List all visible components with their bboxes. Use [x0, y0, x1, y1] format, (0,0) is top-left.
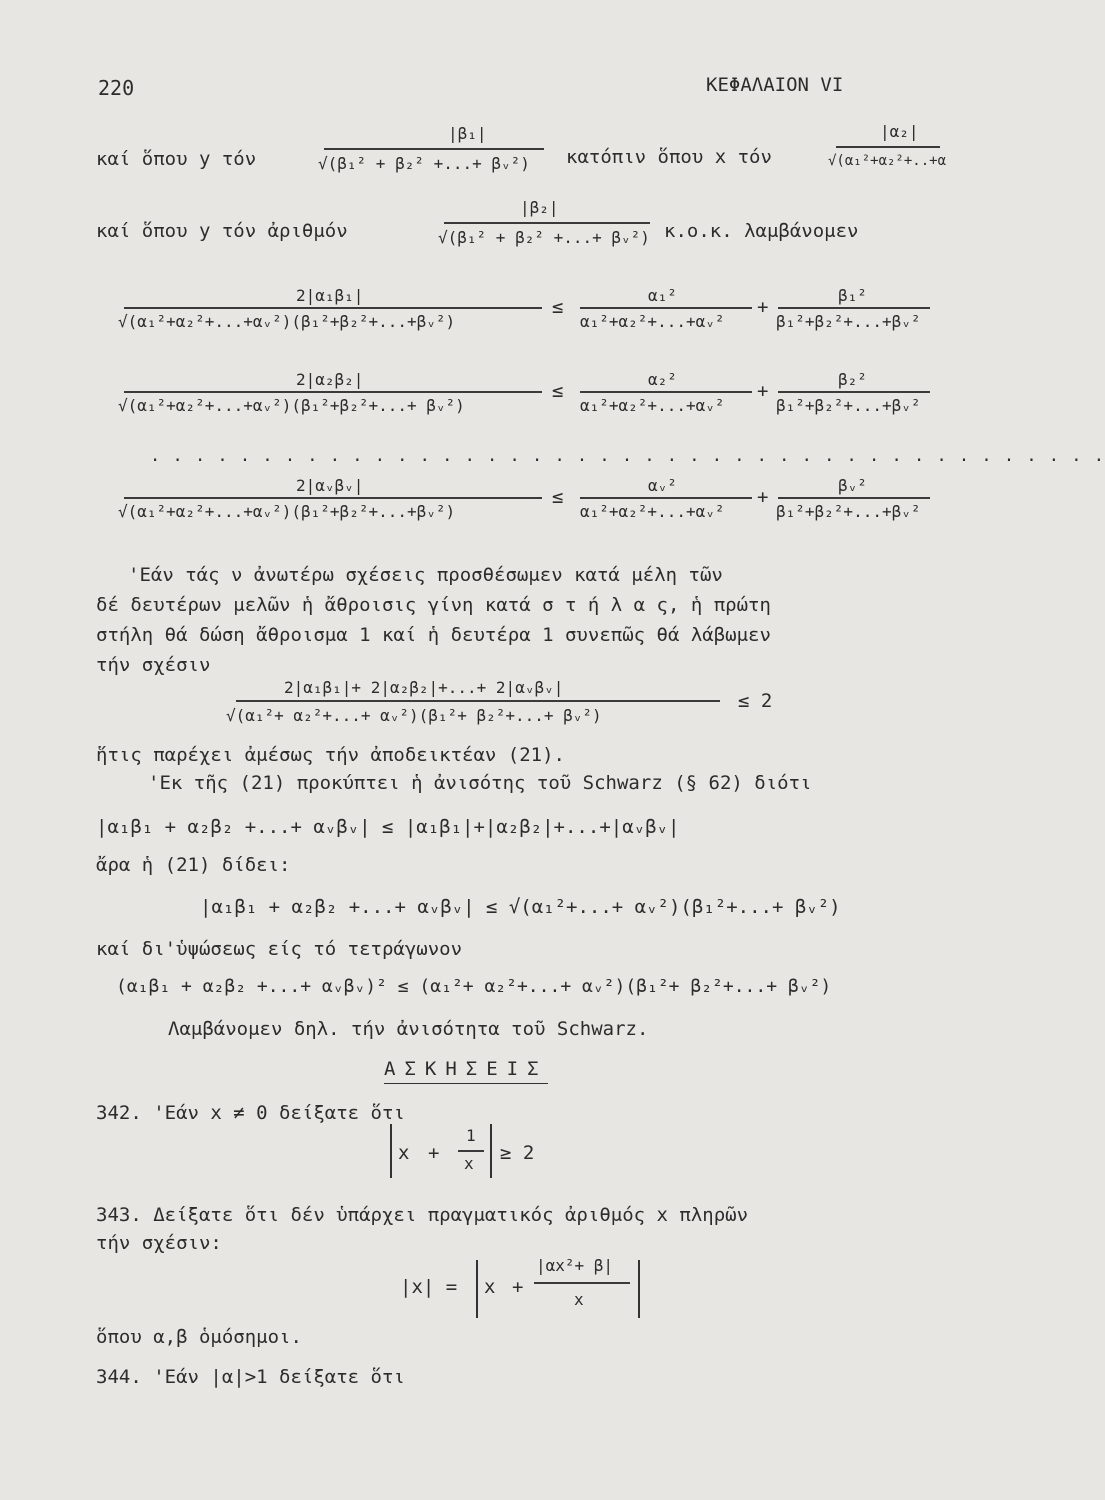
eq1-fraction-bar-2 — [836, 146, 940, 148]
exercise-344: 344. 'Εάν |α|>1 δείξατε ὅτι — [96, 1366, 405, 1388]
abs-bar-right — [490, 1124, 492, 1178]
eq1-den2: √(α₁²+α₂²+..+α — [828, 153, 947, 169]
ineq2-left-num: 2|α₂β₂| — [296, 370, 364, 389]
eq1-num3: |β₂| — [520, 198, 559, 217]
eq1-text-b: κατόπιν ὅπου x τόν — [566, 146, 772, 168]
eq1-fraction-bar-3 — [444, 222, 650, 224]
ineq2-left-bar — [124, 391, 542, 393]
ineq1-r1-bar — [580, 307, 752, 309]
ineq2-plus: + — [757, 380, 769, 402]
ineq2-r2-den: β₁²+β₂²+...+βᵥ² — [776, 396, 921, 415]
section-heading: ΑΣΚΗΣΕΙΣ — [384, 1060, 548, 1079]
ineq1-left-bar — [124, 307, 542, 309]
abs-bar-left — [390, 1124, 392, 1178]
page-number: 220 — [98, 76, 135, 100]
exercise-343-line-2: τήν σχέσιν: — [96, 1232, 222, 1254]
ineq2-r2-bar — [778, 391, 930, 393]
exercise-343-line-1: 343. Δείξατε ὅτι δέν ὑπάρχει πραγματικός ἀριθμός x πληρῶν — [96, 1204, 749, 1226]
ex343-num: |αx²+ β| — [536, 1256, 614, 1275]
para1-line-4: τήν σχέσιν — [96, 654, 211, 676]
sum-ineq-num: 2|α₁β₁|+ 2|α₂β₂|+...+ 2|αᵥβᵥ| — [284, 678, 564, 697]
ex342-plus: + — [428, 1142, 440, 1164]
ineq2-r1-bar — [580, 391, 752, 393]
ineq2-r1-num: α₂² — [648, 370, 677, 389]
running-title: ΚΕΦΑΛΑΙΟΝ VI — [706, 74, 844, 96]
abs-bar-left — [476, 1260, 478, 1318]
ineqn-r2-num: βᵥ² — [838, 476, 867, 495]
square-text: καί δι'ὑψώσεως είς τό τετράγωνον — [96, 938, 463, 960]
ineq1-r1-num: α₁² — [648, 286, 677, 305]
ineq1-r2-bar — [778, 307, 930, 309]
eq1-num1: |β₁| — [448, 124, 487, 143]
ex343-fraction-bar — [534, 1282, 630, 1284]
ellipsis-row: . . . . . . . . . . . . . . . . . . . . . . . . . . . . . . . . . . . . . . . . . . . — [150, 446, 1105, 466]
eq1-den1: √(β₁² + β₂² +...+ βᵥ²) — [318, 154, 530, 173]
ineq1-left-num: 2|α₁β₁| — [296, 286, 364, 305]
ineqn-left-bar — [124, 497, 542, 499]
exercise-342-label: 342. 'Εάν x ≠ 0 δείξατε ὅτι — [96, 1102, 405, 1124]
sum-ineq-rhs: ≤ 2 — [738, 690, 773, 712]
schwarz-abs-inequality: |α₁β₁ + α₂β₂ +...+ αᵥβᵥ| ≤ √(α₁²+...+ αᵥ²)(β₁²+...+ βᵥ²) — [200, 896, 841, 918]
ineqn-r1-num: αᵥ² — [648, 476, 677, 495]
ex343-plus: + — [512, 1276, 524, 1298]
ineq2-left-den: √(α₁²+α₂²+...+αᵥ²)(β₁²+β₂²+...+ βᵥ²) — [118, 396, 465, 415]
sum-ineq-bar — [236, 700, 720, 702]
ineq1-r1-den: α₁²+α₂²+...+αᵥ² — [580, 312, 725, 331]
ex343-x: x — [484, 1276, 496, 1298]
schwarz-conclusion: Λαμβάνομεν δηλ. τήν ἀνισότητα τοῦ Schwarz. — [168, 1018, 649, 1040]
eq1-den3: √(β₁² + β₂² +...+ βᵥ²) — [438, 228, 650, 247]
para2-line-1: ἥτις παρέχει ἀμέσως τήν ἀποδεικτέαν (21). — [96, 744, 565, 766]
ineq1-r2-num: β₁² — [838, 286, 867, 305]
schwarz-squared-inequality: (α₁β₁ + α₂β₂ +...+ αᵥβᵥ)² ≤ (α₁²+ α₂²+...+ αᵥ²)(β₁²+ β₂²+...+ βᵥ²) — [116, 976, 832, 997]
abs-inequality: |α₁β₁ + α₂β₂ +...+ αᵥβᵥ| ≤ |α₁β₁|+|α₂β₂|+...+|αᵥβᵥ| — [96, 816, 680, 838]
ex342-one: 1 — [466, 1126, 476, 1145]
ex342-x: x — [398, 1142, 410, 1164]
ineq1-r2-den: β₁²+β₂²+...+βᵥ² — [776, 312, 921, 331]
ineqn-r2-bar — [778, 497, 930, 499]
sum-ineq-den: √(α₁²+ α₂²+...+ αᵥ²)(β₁²+ β₂²+...+ βᵥ²) — [226, 706, 602, 725]
ineqn-r1-bar — [580, 497, 752, 499]
ineqn-le: ≤ — [552, 486, 564, 508]
eq1-text-a: καί ὅπου y τόν — [96, 148, 257, 170]
ex343-lhs: |x| = — [400, 1276, 458, 1298]
ineq2-le: ≤ — [552, 380, 564, 402]
para1-line-3: στήλη θά δώση ἄθροισμα 1 καί ἡ δευτέρα 1 συνεπῶς θά λάβωμεν — [96, 624, 771, 646]
para2-line-2: 'Εκ τῆς (21) προκύπτει ἡ ἀνισότης τοῦ Schwarz (§ 62) διότι — [148, 772, 812, 794]
ex342-rhs: ≥ 2 — [500, 1142, 535, 1164]
para1-line-2: δέ δευτέρων μελῶν ἡ ἄθροισις γίνη κατά σ τ ή λ α ς, ἡ πρώτη — [96, 594, 771, 616]
ineq1-le: ≤ — [552, 296, 564, 318]
exercise-343-note: ὅπου α,β ὁμόσημοι. — [96, 1326, 302, 1348]
ineqn-r1-den: α₁²+α₂²+...+αᵥ² — [580, 502, 725, 521]
ineqn-left-den: √(α₁²+α₂²+...+αᵥ²)(β₁²+β₂²+...+βᵥ²) — [118, 502, 456, 521]
ineqn-r2-den: β₁²+β₂²+...+βᵥ² — [776, 502, 921, 521]
ineqn-left-num: 2|αᵥβᵥ| — [296, 476, 364, 495]
ineqn-plus: + — [757, 486, 769, 508]
ineq2-r1-den: α₁²+α₂²+...+αᵥ² — [580, 396, 725, 415]
ex342-xd: x — [464, 1154, 474, 1173]
ara-text: ἄρα ἡ (21) δίδει: — [96, 854, 291, 876]
ineq1-plus: + — [757, 296, 769, 318]
eq1-text-c: καί ὅπου y τόν ἀριθμόν — [96, 220, 348, 242]
ex343-den: x — [574, 1290, 584, 1309]
ineq2-r2-num: β₂² — [838, 370, 867, 389]
eq1-text-d: κ.ο.κ. λαμβάνομεν — [664, 220, 859, 242]
eq1-num2: |α₂| — [880, 122, 919, 141]
abs-bar-right — [638, 1260, 640, 1318]
ex342-fraction-bar — [458, 1150, 484, 1152]
para1-line-1: 'Εάν τάς ν ἀνωτέρω σχέσεις προσθέσωμεν κατά μέλη τῶν — [128, 564, 723, 586]
ineq1-left-den: √(α₁²+α₂²+...+αᵥ²)(β₁²+β₂²+...+βᵥ²) — [118, 312, 456, 331]
eq1-fraction-bar-1 — [324, 148, 544, 150]
